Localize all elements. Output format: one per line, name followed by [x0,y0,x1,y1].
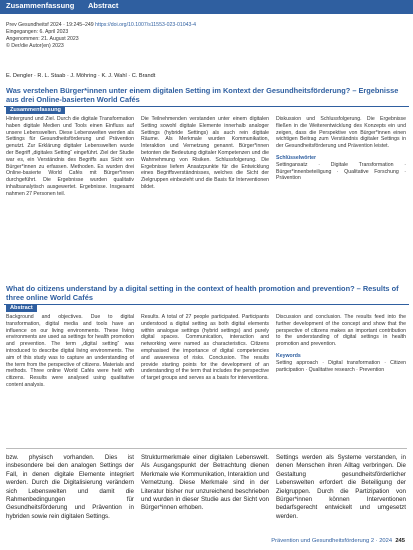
title-german: Was verstehen Bürger*innen unter einem digitalen Setting im Kontext der Gesundheitsförderung? – Ergebnisse aus drei Online-basierten World Cafés [6,86,399,104]
doi-link[interactable]: https://doi.org/10.1007/s11553-023-01043-4 [95,22,196,28]
article-meta [6,22,196,50]
meta-received: Eingegangen: 6. April 2023 [6,29,69,35]
keywords-label-de: Schlüsselwörter [276,154,317,161]
abstract-de-col3: Diskussion und Schlussfolgerung. Die Ergebnisse fließen in die Weiterentwicklung des Konzepts ein und zeigen, dass die Perspektive von Bürger*innen einen wichtigen Beitrag zum Verständnis digitaler Settings in der Gesundheitsförderung und Prävention leistet. Schlüsselwörter Settingansatz · Digitale Transformation · Bürger*innenbeteiligung · Qualitative Forschung · Prävention [276,116,406,182]
body-col1: bzw. physisch vorhanden. Dies ist insbesondere bei den analogen Settings der Fall, in denen digitale Elemente integriert werden. Durch die Digitalisierung verändern sich Lebenswelten und damit die Rahmenbedingungen für Gesundheitsförderung und Prävention in hybriden sowie rein digitalen Settings. [6,454,134,520]
footer-journal: Prävention und Gesundheitsförderung 2 · 2024 [271,538,393,544]
abstract-de-col2: Die Teilnehmenden verstanden unter einem digitalen Setting sowohl digitale Elemente innerhalb analoger Settings (hybride Settings) als auch rein digitale Räume. Als Merkmale wurden Kommunikation, Interaktion und Vernetzung genannt. Bürger*innen betonten die Bedeutung digitaler Kompetenzen und die Wahrnehmung von Risiken. Schlussfolgerung. Die Ergebnisse liefern Ansatzpunkte für die Entwicklung eines Begriffsverständnisses, welches die Sicht der Zielgruppen einbezieht und die Basis für Interventionen bildet. [141,116,269,190]
section-divider [6,448,407,449]
abstract-divider-en [4,304,409,305]
page-footer [271,538,405,544]
header-label-zusammenfassung: Zusammenfassung [6,1,75,10]
section-header-bar [0,0,413,14]
header-label-abstract: Abstract [88,1,119,10]
meta-accepted: Angenommen: 21. August 2023 [6,36,79,42]
keywords-de: Settingansatz · Digitale Transformation · Bürger*innenbeteiligung · Qualitative Forschung · Prävention [276,161,406,182]
abstract-heading-en: Abstract [6,304,37,312]
keywords-label-en: Keywords [276,352,301,359]
title-english: What do citizens understand by a digital setting in the context of health promotion and prevention? – Results of three online World Cafés [6,284,399,302]
abstract-de-col1: Hintergrund und Ziel. Durch die digitale Transformation haben digitale Medien und Tools einen Einfluss auf unsere Lebenswelten. Diese Lebenswelten werden als Settings für Gesundheitsförderung und Prävention genutzt. Zur Erklärung digitaler Lebenswelten wurde der Begriff „digitales Setting“ eingeführt. Ziel der Studie war es, ein Verständnis des Begriffs aus Sicht von Bürger*innen zu erfassen. Methoden. Es wurden drei Online-basierte World Cafés mit Bürger*innen durchgeführt. Die Ergebnisse wurden qualitativ inhaltsanalytisch ausgewertet. Ergebnisse. Insgesamt nahmen 27 Personen teil. [6,116,134,197]
abstract-en-col3: Discussion and conclusion. The results feed into the further development of the concept and show that the perspective of citizens makes an important contribution to the understanding of digital settings in health promotion and prevention. Keywords Setting approach · Digital transformation · Citizen participation · Qualitative research · Prevention [276,314,406,373]
body-col2: Strukturmerkmale einer digitalen Lebenswelt. Als Ausgangspunkt der Betrachtung dienen Merkmale wie Kommunikation, Interaktion und Vernetzung. Diese Merkmale sind in der Literatur bisher nur unzureichend beschrieben und wurden in dieser Studie aus der Sicht von Bürger*innen erhoben. [141,454,269,512]
abstract-heading-de: Zusammenfassung [6,106,65,114]
page-number: 245 [395,538,405,544]
meta-copyright: © Der/die Autor(en) 2023 [6,43,64,49]
body-col3: Settings werden als Systeme verstanden, in denen Menschen ihren Alltag verbringen. Die Gestaltung gesundheitsförderlicher Lebenswelten erfordert die Beteiligung der Zielgruppen. Durch die Partizipation von Bürger*innen können Interventionen bedarfsgerecht entwickelt und umgesetzt werden. [276,454,406,520]
abstract-en-col1: Background and objectives. Due to digital transformation, digital media and tools have an influence on our living environments. These living environments are used as settings for health promotion and prevention. The term „digital setting“ was introduced to describe digital living environments. The aim of this study was to capture an understanding of the term from the perspective of citizens. Materials and methods. Three online World Cafés were held with citizens. Results were analysed using qualitative content analysis. [6,314,134,388]
abstract-en-col2: Results. A total of 27 people participated. Participants understood a digital setting as both digital elements within analogue settings (hybrid settings) and purely digital spaces. Communication, interaction and networking were named as characteristics. Citizens emphasised the importance of digital competencies and awareness of risks. Conclusion. The results provide starting points for the development of an understanding of the term that includes the perspective of target groups and serves as a basis for interventions. [141,314,269,382]
meta-citation: Prev Gesundheitsf 2024 · 19:245–249 https://doi.org/10.1007/s11553-023-01043-4 [6,22,196,28]
author-list: E. Dengler · R. L. Staab · J. Möhring · K. J. Wahl · C. Brandt [6,73,156,79]
keywords-en: Setting approach · Digital transformation · Citizen participation · Qualitative research · Prevention [276,359,406,373]
